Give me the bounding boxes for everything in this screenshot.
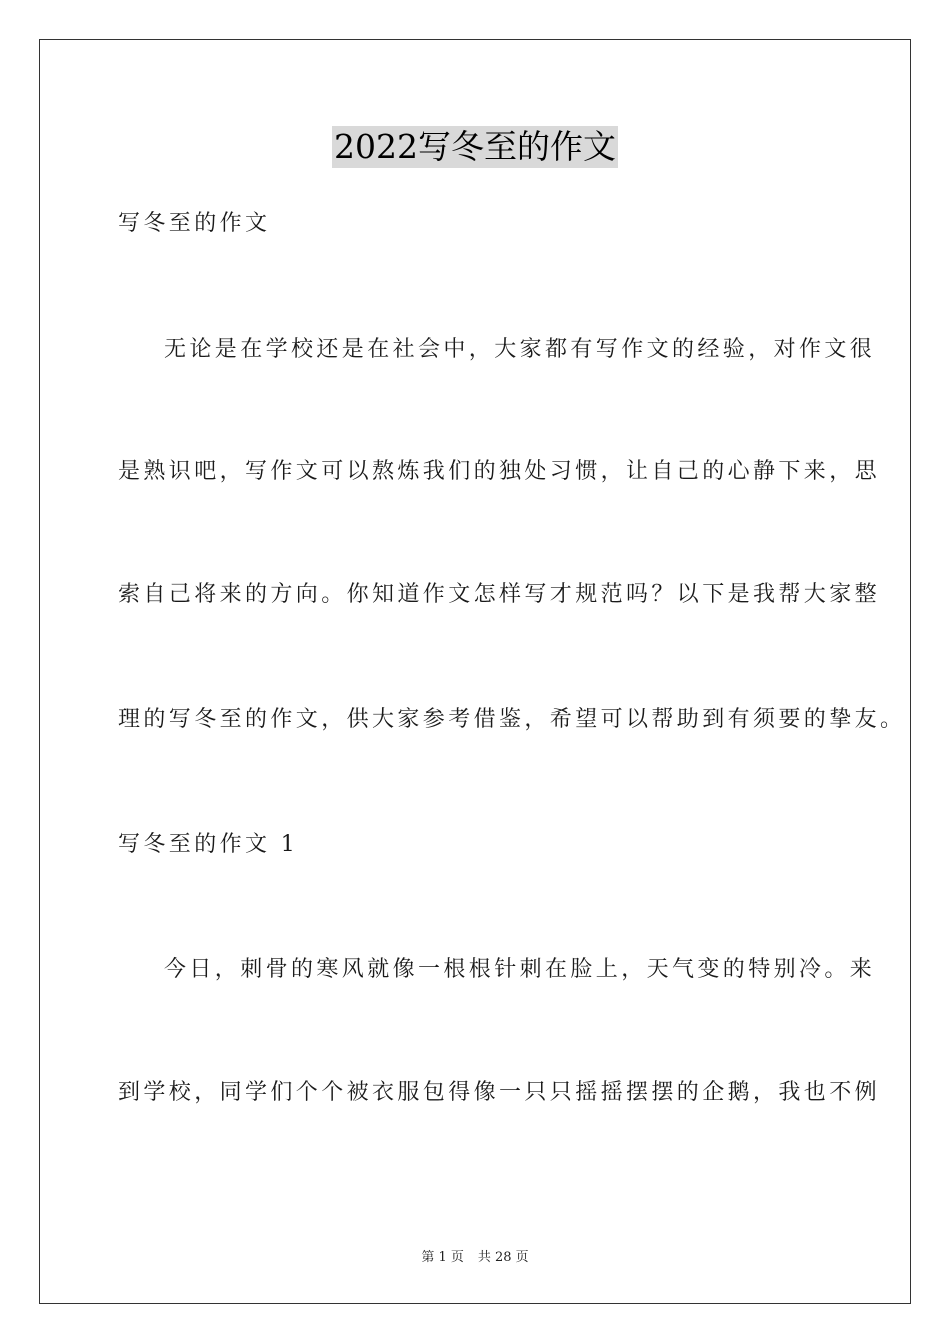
page-total: 共 28 页 [477,1250,529,1265]
body-line: 到学校，同学们个个被衣服包得像一只只摇摇摆摆的企鹅，我也不例 [118,1080,881,1105]
body-line: 今日，刺骨的寒风就像一根根针刺在脸上，天气变的特别冷。来 [164,957,876,982]
body-line: 理的写冬至的作文，供大家参考借鉴，希望可以帮助到有须要的挚友。 [118,707,906,732]
body-line: 无论是在学校还是在社会中，大家都有写作文的经验，对作文很 [164,337,876,362]
document-title: 2022写冬至的作文 [334,127,616,166]
body-line: 是熟识吧，写作文可以熬炼我们的独处习惯，让自己的心静下来，思 [118,459,881,484]
page-number: 第 1 页 [421,1250,464,1265]
section-heading: 写冬至的作文 1 [118,832,299,857]
page-footer [0,1249,950,1267]
subtitle-line: 写冬至的作文 [118,211,271,236]
title-container [0,126,950,168]
body-line: 索自己将来的方向。你知道作文怎样写才规范吗？以下是我帮大家整 [118,582,881,607]
